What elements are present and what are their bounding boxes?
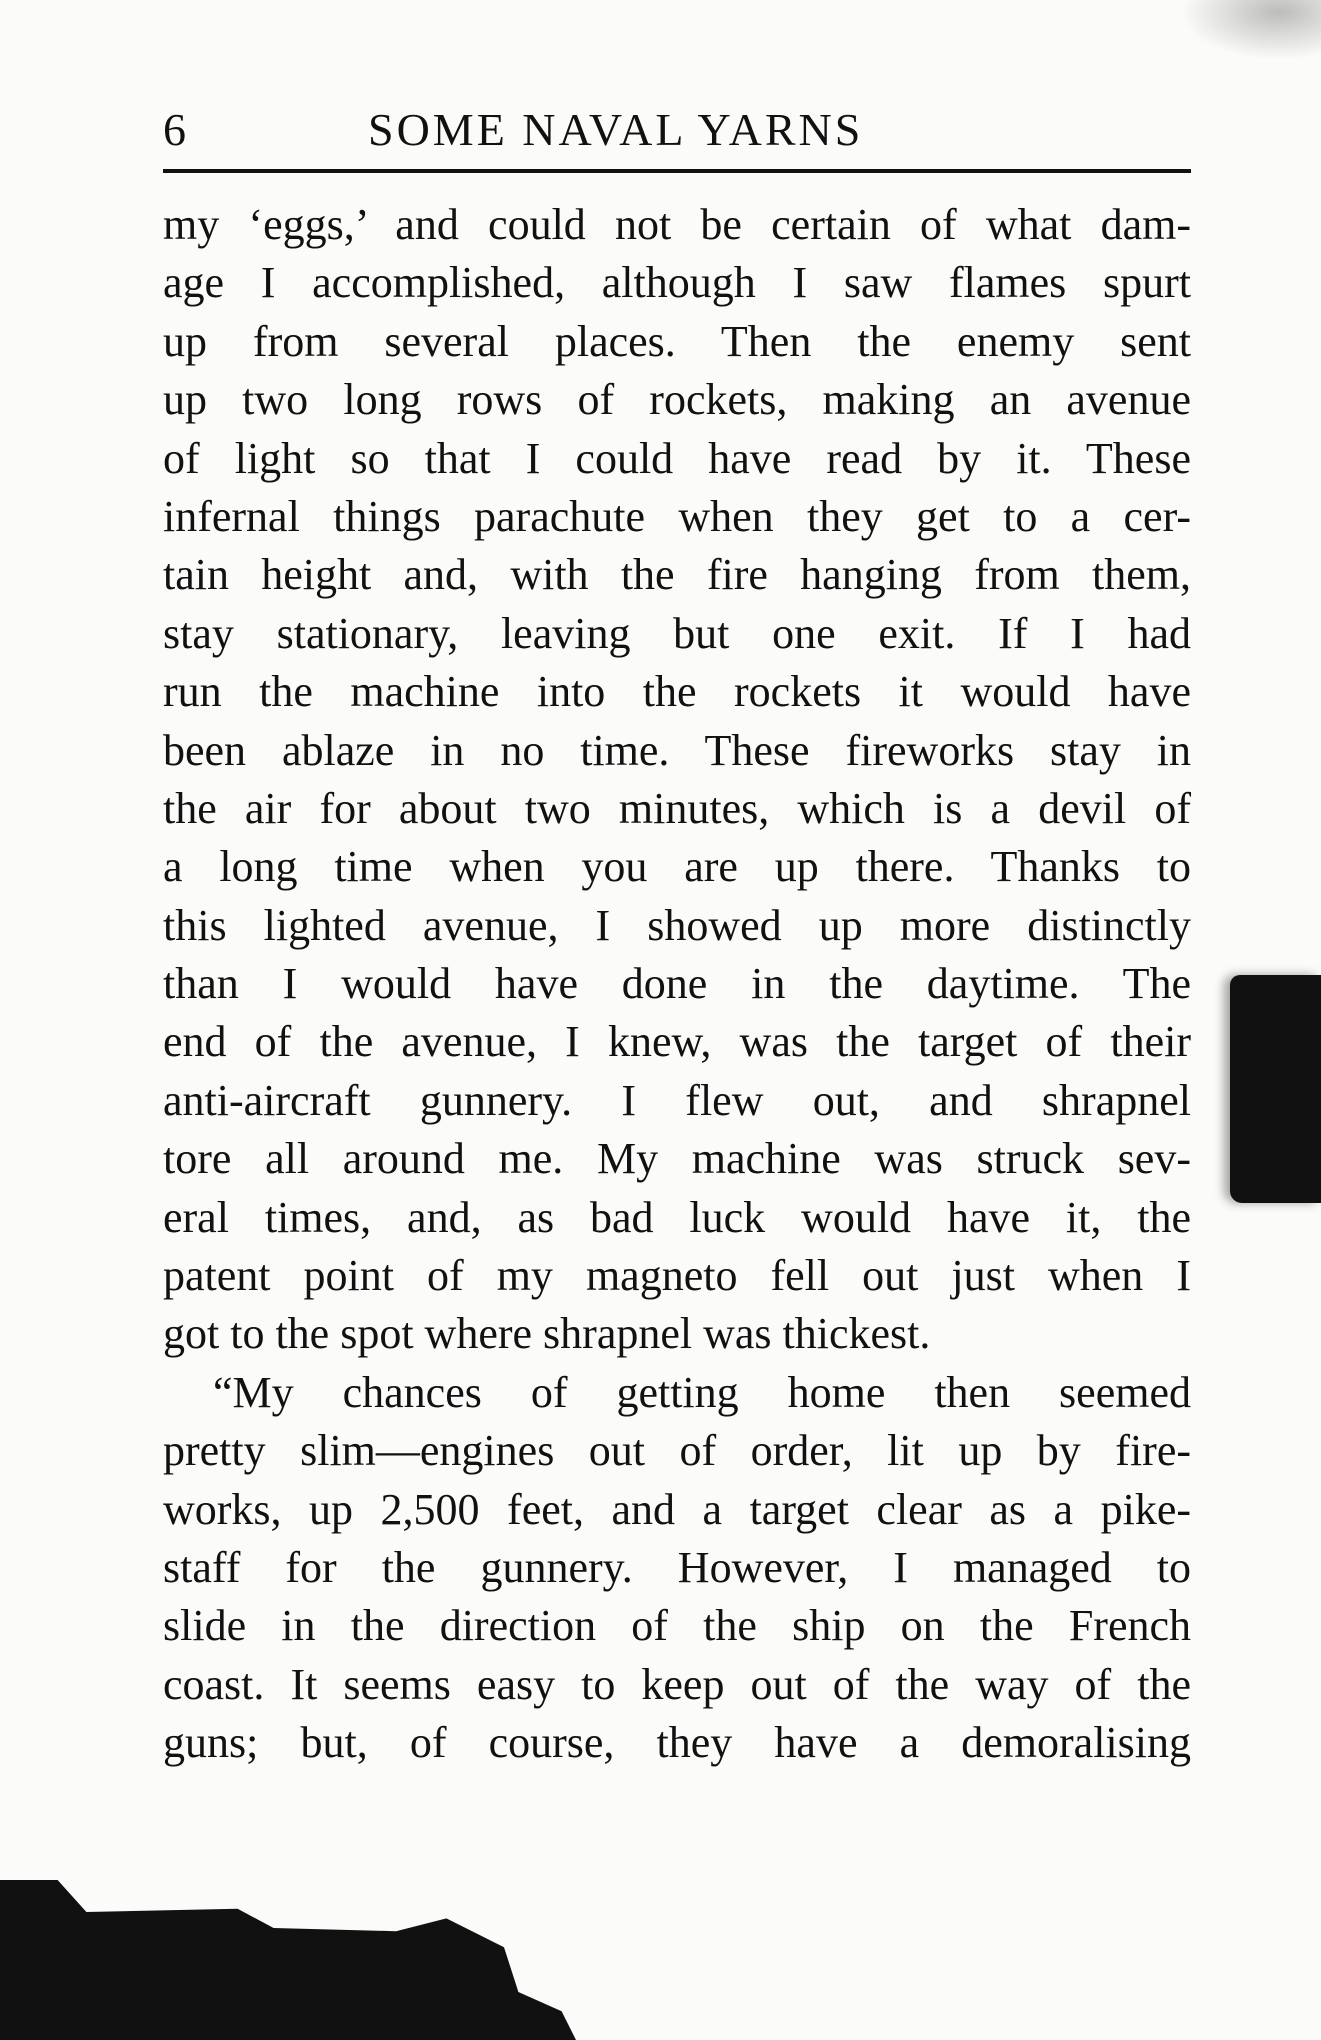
page-number: 6 xyxy=(163,104,187,155)
text-line: got to the spot where shrapnel was thickest. xyxy=(163,1309,931,1359)
text-line: eral times, and, as bad luck would have it, the xyxy=(163,1192,1191,1242)
text-line: coast. It seems easy to keep out of the way of the xyxy=(163,1659,1191,1709)
text-line: stay stationary, leaving but one exit. If I had xyxy=(163,608,1191,658)
scan-blot xyxy=(0,1880,720,2040)
text-line: than I would have done in the daytime. The xyxy=(163,959,1191,1009)
text-line: age I accomplished, although I saw flames spurt xyxy=(163,258,1191,308)
text-line: “My chances of getting home then seemed xyxy=(213,1367,1191,1417)
text-line: works, up 2,500 feet, and a target clear as a pike- xyxy=(163,1484,1191,1534)
scan-blot xyxy=(1230,975,1321,1203)
text-line: guns; but, of course, they have a demoralising xyxy=(163,1718,1191,1768)
scan-smudge xyxy=(1180,0,1321,60)
running-title: SOME NAVAL YARNS xyxy=(368,104,864,155)
text-line: anti-aircraft gunnery. I flew out, and shrapnel xyxy=(163,1075,1191,1125)
body-text xyxy=(163,196,1191,1773)
text-line: end of the avenue, I knew, was the target of their xyxy=(163,1017,1191,1067)
text-line: been ablaze in no time. These fireworks stay in xyxy=(163,725,1191,775)
text-line: infernal things parachute when they get to a cer- xyxy=(163,491,1191,541)
text-line: up two long rows of rockets, making an avenue xyxy=(163,375,1191,425)
text-line: run the machine into the rockets it would have xyxy=(163,667,1191,717)
text-line: staff for the gunnery. However, I managed to xyxy=(163,1542,1191,1592)
text-line: tore all around me. My machine was struck sev- xyxy=(163,1134,1191,1184)
page-header xyxy=(163,100,1191,160)
text-line: my ‘eggs,’ and could not be certain of what dam- xyxy=(163,200,1191,249)
text-line: pretty slim—engines out of order, lit up by fire- xyxy=(163,1426,1191,1476)
text-line: a long time when you are up there. Thanks to xyxy=(163,842,1191,892)
text-line: slide in the direction of the ship on the French xyxy=(163,1601,1191,1651)
text-line: of light so that I could have read by it. These xyxy=(163,433,1191,483)
text-line: tain height and, with the fire hanging from them, xyxy=(163,550,1191,600)
text-line: patent point of my magneto fell out just when I xyxy=(163,1251,1191,1301)
text-line: this lighted avenue, I showed up more distinctly xyxy=(163,900,1191,950)
header-rule xyxy=(163,169,1191,173)
text-line: the air for about two minutes, which is a devil of xyxy=(163,783,1191,833)
text-line: up from several places. Then the enemy sent xyxy=(163,316,1191,366)
